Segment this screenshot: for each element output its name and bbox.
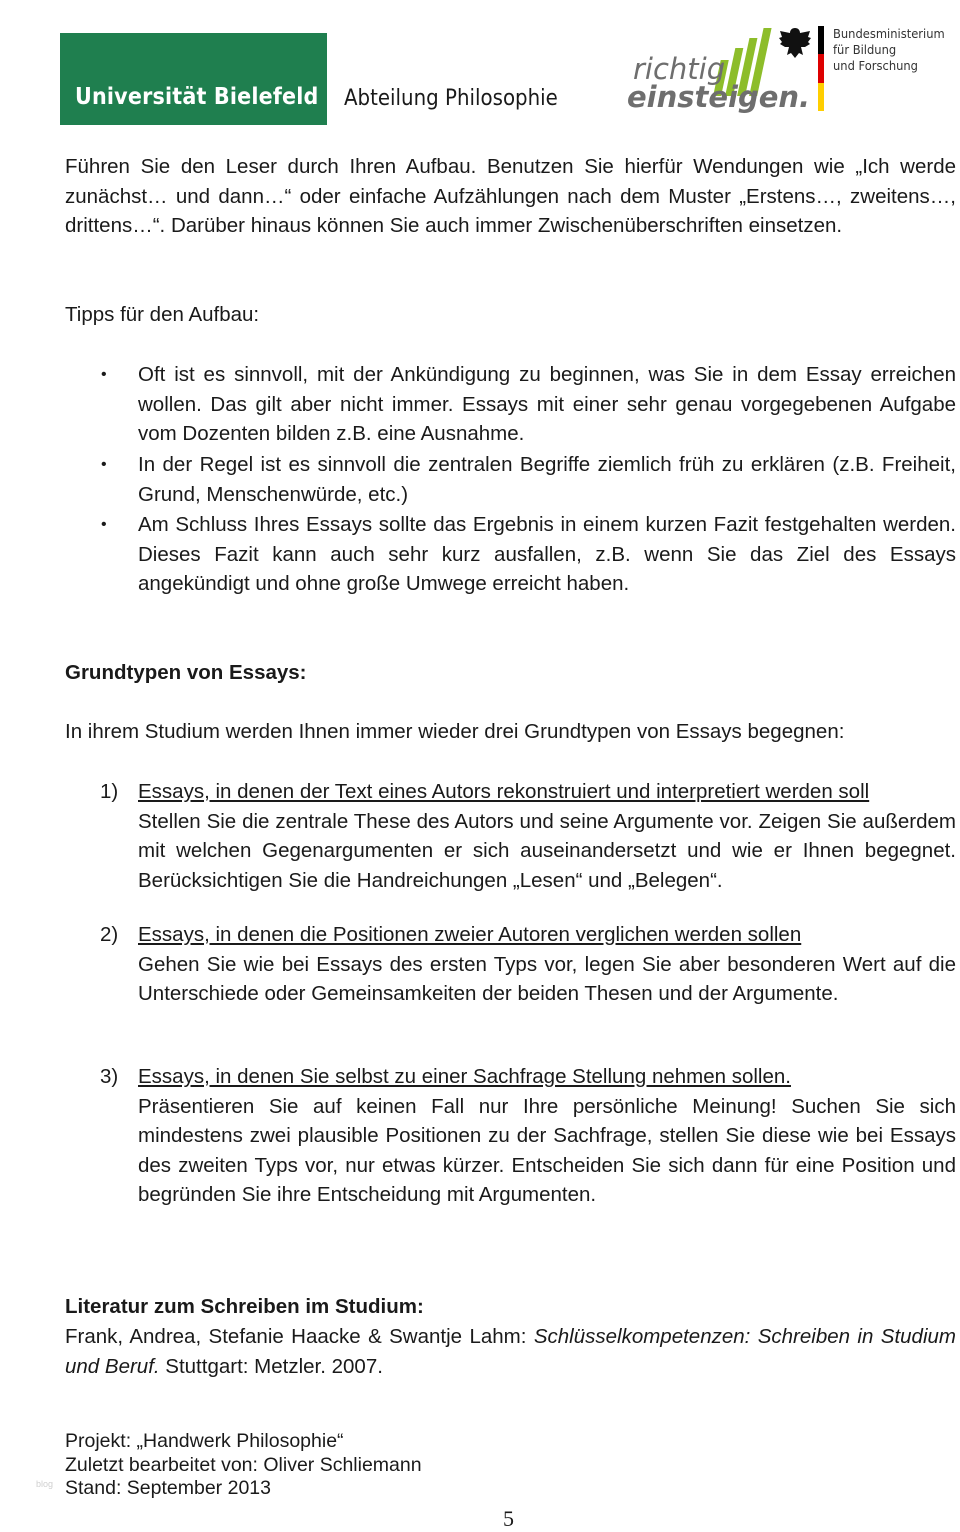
tip-item: Am Schluss Ihres Essays sollte das Ergebnis in einem kurzen Fazit festgehalten werden. Dieses Fazit kann auch sehr kurz ausfallen, z.B. wenn Sie das Ziel des Essays angekündigt und ohne große Umwege erreicht haben. — [138, 513, 956, 596]
university-name: Universität Bielefeld — [75, 84, 319, 110]
type-number: 3) — [100, 1065, 119, 1088]
bullet-icon: • — [101, 456, 107, 473]
footer — [65, 1430, 422, 1501]
ministry-name — [833, 26, 945, 74]
ministry-line: für Bildung — [833, 42, 897, 57]
type-description: Präsentieren Sie auf keinen Fall nur Ihre persönliche Meinung! Suchen Sie sich mindestens zwei plausible Positionen zu der Sachfrage, stellen Sie diese wie bei Essays des zweiten Typs vor, nur etwas kürzer. Entscheiden Sie sich dann für eine Position und begründen Sie ihre Entscheidung mit Argumenten. — [138, 1094, 956, 1207]
intro-paragraph: Führen Sie den Leser durch Ihren Aufbau. Benutzen Sie hierfür Wendungen wie „Ich werde zunächst… und dann…“ oder einfache Aufzählungen nach dem Muster „Erstens…, zweitens…, drittens…“. Darüber hinaus können Sie auch immer Zwischenüberschriften einsetzen. — [65, 155, 956, 238]
department-name: Abteilung Philosophie — [344, 86, 558, 111]
watermark: blog — [36, 1479, 54, 1489]
type-item — [138, 1062, 956, 1210]
bullet-icon: • — [101, 366, 107, 383]
tip-item: Oft ist es sinnvoll, mit der Ankündigung zu beginnen, was Sie in dem Essay erreichen wollen. Das gilt aber nicht immer. Essays mit einer sehr genau vorgegebenen Aufgabe vom Dozenten bilden z.B. eine Ausnahme. — [138, 363, 956, 446]
footer-project: Projekt: „Handwerk Philosophie“ — [65, 1430, 344, 1452]
literature-authors: Frank, Andrea, Stefanie Haacke & Swantje Lahm: — [65, 1325, 534, 1348]
type-title: Essays, in denen die Positionen zweier Autoren verglichen werden sollen — [138, 923, 802, 946]
program-logo-line2: einsteigen. — [627, 80, 811, 114]
type-title: Essays, in denen Sie selbst zu einer Sachfrage Stellung nehmen sollen. — [138, 1065, 791, 1088]
type-description: Gehen Sie wie bei Essays des ersten Typs vor, legen Sie aber besonderen Wert auf die Unterschiede oder Gemeinsamkeiten der beiden Thesen und der Argumente. — [138, 952, 956, 1006]
bullet-icon: • — [101, 516, 107, 533]
literature-title: Schlüsselkompetenzen: Schreiben in Studium und Beruf. — [65, 1325, 956, 1378]
type-number: 2) — [100, 923, 119, 946]
page-number: 5 — [503, 1506, 514, 1531]
federal-eagle-icon — [778, 26, 812, 62]
type-number: 1) — [100, 780, 119, 803]
literature-reference — [65, 1322, 956, 1381]
ministry-line: Bundesministerium — [833, 26, 945, 41]
literature-publisher: Stuttgart: Metzler. 2007. — [159, 1354, 383, 1378]
types-heading: Grundtypen von Essays: — [65, 661, 307, 684]
ministry-line: und Forschung — [833, 58, 918, 73]
tips-heading: Tipps für den Aufbau: — [65, 303, 260, 326]
type-description: Stellen Sie die zentrale These des Autors und seine Argumente vor. Zeigen Sie außerdem mit welchen Gegenargumenten er sich auseinandersetzt und wie er Ihnen begegnet. Berücksichtigen Sie die Handreichungen „Lesen“ und „Belegen“. — [138, 809, 956, 892]
german-flag-stripe — [818, 26, 824, 111]
program-logo-line1: richtig — [633, 52, 726, 86]
type-item — [138, 920, 956, 1009]
university-logo-band — [60, 33, 327, 125]
type-title: Essays, in denen der Text eines Autors rekonstruiert und interpretiert werden soll — [138, 780, 870, 803]
tip-item: In der Regel ist es sinnvoll die zentralen Begriffe ziemlich früh zu erklären (z.B. Freiheit, Grund, Menschenwürde, etc.) — [138, 453, 956, 506]
literature-heading: Literatur zum Schreiben im Studium: — [65, 1295, 424, 1318]
footer-date: Stand: September 2013 — [65, 1477, 271, 1499]
footer-editor: Zuletzt bearbeitet von: Oliver Schliemann — [65, 1453, 422, 1476]
type-item — [138, 777, 956, 895]
types-intro: In ihrem Studium werden Ihnen immer wieder drei Grundtypen von Essays begegnen: — [65, 720, 845, 743]
